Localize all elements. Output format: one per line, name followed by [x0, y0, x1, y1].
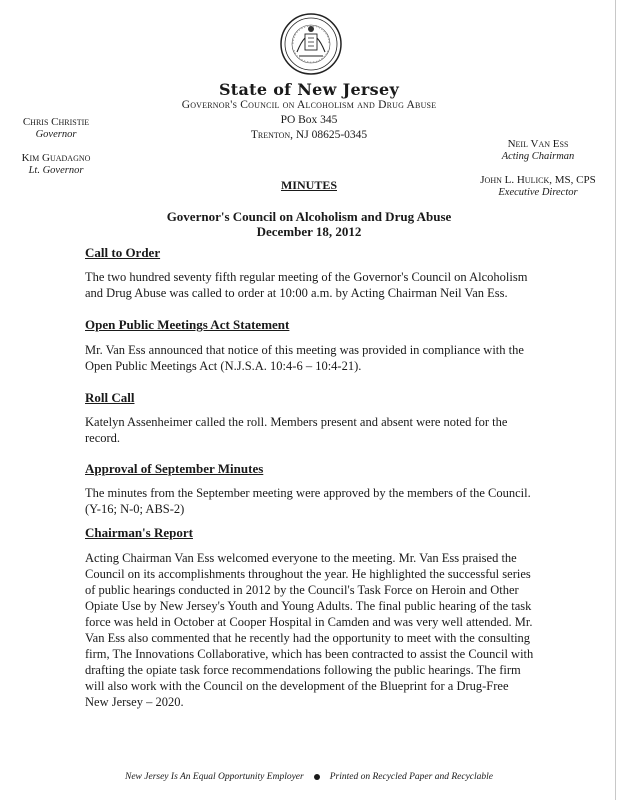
page-edge-line	[615, 0, 616, 800]
chairman-name: Neil Van Ess	[507, 138, 569, 150]
section-heading-opma: Open Public Meetings Act Statement	[85, 317, 290, 332]
footer-eoe: New Jersey Is An Equal Opportunity Employer	[125, 772, 304, 782]
governor-name: Chris Christie	[22, 116, 90, 128]
footer-recycled: Printed on Recycled Paper and Recyclable	[329, 772, 493, 782]
bullet-icon	[314, 774, 320, 780]
section-body-opma: Mr. Van Ess announced that notice of this meeting was provided in compliance with the Open Public Meetings Act (N.J.S.A. 10:4-6 – 10:4-21).	[85, 343, 524, 373]
section-heading-chairman-report: Chairman's Report	[85, 525, 193, 540]
section-body-call-to-order: The two hundred seventy fifth regular meeting of the Governor's Council on Alcoholism and Drug Abuse was called to order at 10:00 a.m. by Acting Chairman Neil Van Ess.	[85, 270, 528, 300]
document-title	[0, 209, 618, 239]
lt-governor-title: Lt. Governor	[28, 165, 84, 176]
chairman-title: Acting Chairman	[501, 151, 575, 162]
city-address: Trenton, NJ 08625-0345	[250, 129, 368, 141]
section-body-approval: The minutes from the September meeting were approved by the members of the Council. (Y-16; N-0; ABS-2)	[85, 486, 531, 516]
section-heading-roll-call: Roll Call	[85, 390, 135, 405]
state-title: State of New Jersey	[218, 80, 400, 99]
footer	[0, 772, 618, 782]
po-box: PO Box 345	[280, 114, 338, 126]
section-body-roll-call: Katelyn Assenheimer called the roll. Members present and absent were noted for the record.	[85, 415, 508, 445]
state-seal	[279, 12, 343, 76]
section-body-chairman-report: Acting Chairman Van Ess welcomed everyone to the meeting. Mr. Van Ess praised the Council on its accomplishments throughout the year. He highlighted the successful series of public hearings conducted in 2012 by the Council's Task Force on Heroin and Other Opiate Use by New Jersey's Youth and Young Adults. The final public hearing of the task force was held in October at Cooper Hospital in Camden and was very well attended. Mr. Van Ess also commented that he recently had the opportunity to meet with the consulting firm, The Innovations Collaborative, which has been contracted to assist the Council with drafting the opiate task force recommendations following the public hearings. The firm will also work with the Council on the development of the Blueprint for a Drug-Free New Jersey – 2020.	[85, 551, 534, 709]
right-officials	[468, 138, 608, 210]
director-title: Executive Director	[498, 187, 578, 198]
section-heading-approval: Approval of September Minutes	[85, 461, 264, 476]
document-date: December 18, 2012	[256, 224, 362, 239]
section-heading-call-to-order: Call to Order	[85, 245, 161, 260]
document-title-line1: Governor's Council on Alcoholism and Drug Abuse	[166, 209, 452, 224]
governor-title: Governor	[35, 129, 77, 140]
lt-governor-name: Kim Guadagno	[21, 152, 91, 164]
director-name: John L. Hulick, MS, CPS	[480, 174, 596, 186]
council-name: Governor's Council on Alcoholism and Drug Abuse	[181, 99, 437, 111]
minutes-heading: MINUTES	[280, 178, 337, 192]
